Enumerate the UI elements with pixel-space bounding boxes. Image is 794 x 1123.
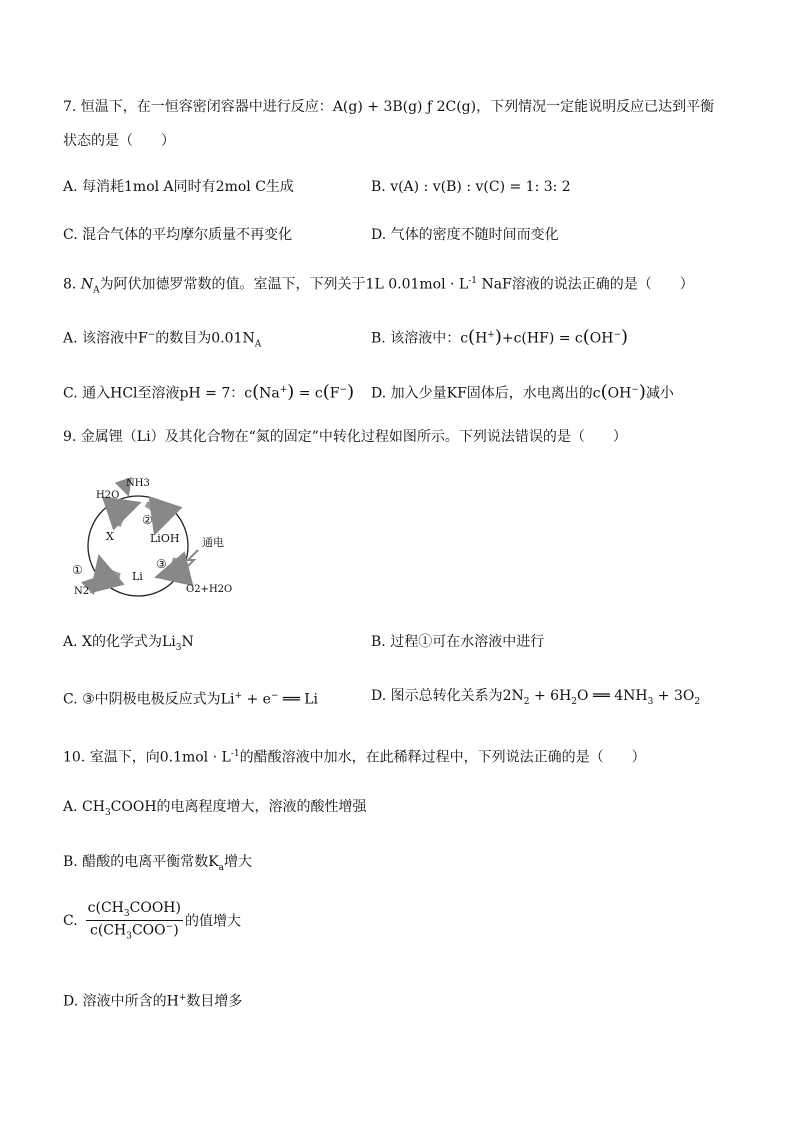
- q8-c-mid: = c: [294, 385, 323, 402]
- q7-stem-line2: 状态的是（ ）: [63, 133, 175, 149]
- arrow-o2-out: [182, 574, 188, 582]
- arrow-n2-in: [92, 578, 98, 584]
- q8-b-mid: +c(HF) = c: [501, 330, 583, 347]
- q8-a-sub: A: [254, 339, 262, 350]
- q9-a-pre: A. X的化学式为Li: [63, 634, 176, 650]
- q10-c-post: 的值增大: [184, 913, 241, 930]
- q7-option-d: D. 气体的密度不随时间而变化: [371, 227, 559, 243]
- q9-c-post: ══ Li: [278, 691, 319, 708]
- q9-stem: 9. 金属锂（Li）及其化合物在“氮的固定”中转化过程如图所示。下列说法错误的是（ ）: [63, 429, 627, 445]
- q10-b-post: 增大: [224, 854, 253, 870]
- q10-c-label: C.: [63, 912, 78, 929]
- q10-c-den-pre: c(CH: [90, 922, 127, 939]
- q9-d-pre: D. 图示总转化关系为2N: [371, 688, 524, 704]
- q8-na-sub: A: [93, 285, 100, 296]
- q9-d-m1: + 6H: [529, 688, 572, 704]
- q10-option-a: [63, 797, 367, 823]
- q8-stem-sup: -1: [468, 276, 477, 286]
- q10-c-num-post: COOH): [129, 900, 181, 916]
- arrow-li-to-x: [100, 560, 120, 576]
- q8-b-oh: OH: [589, 330, 614, 347]
- q9-d-s3: 3: [647, 696, 654, 707]
- q8-option-a: [63, 325, 261, 354]
- q10-c-num-pre: c(CH: [87, 900, 124, 916]
- label-h2o: H2O: [96, 490, 120, 501]
- q9-c-sup2: −: [270, 691, 279, 701]
- label-lioh: LiOH: [150, 532, 180, 545]
- q10-c-den-sub: 3: [126, 931, 132, 942]
- q9-d-s1: 2: [523, 696, 530, 707]
- q8-b-h: H: [475, 330, 488, 347]
- q8-c-fsup: −: [339, 385, 348, 395]
- q10-stem-sup: -1: [230, 749, 240, 759]
- q8-stem: [63, 271, 694, 300]
- label-step1: ①: [72, 563, 83, 577]
- q10-d-sup: +: [178, 993, 187, 1003]
- arrow-x-to-nh3: [118, 504, 136, 526]
- q9-option-b: B. 过程①可在水溶液中进行: [371, 634, 545, 650]
- q10-c-num-sub: 3: [123, 908, 130, 919]
- q8-d-oh: OH: [607, 385, 632, 402]
- nitrogen-fixation-cycle-diagram: [70, 474, 240, 602]
- q10-option-d: [63, 988, 242, 1012]
- q8-a-sup: −: [147, 330, 156, 340]
- q10-stem-pre: 10. 室温下，向0.1mol · L: [63, 749, 231, 766]
- q8-d-post: 减小: [645, 385, 674, 402]
- q8-na: N: [80, 276, 94, 293]
- q10-a-sub: 3: [104, 807, 111, 818]
- q10-c-den-sup: −: [165, 921, 174, 932]
- q8-b-pre: B. 该溶液中：c: [371, 330, 469, 347]
- q9-d-s4: 2: [694, 696, 701, 707]
- label-step2: ②: [142, 513, 153, 527]
- q8-b-hsup: +: [487, 330, 495, 340]
- label-o2-h2o: O2+H2O: [186, 584, 233, 595]
- q10-b-sub: a: [218, 862, 225, 873]
- q8-c-nasup: +: [279, 385, 288, 395]
- q10-c-denominator: [86, 921, 183, 941]
- q8-c-na: Na: [259, 385, 280, 402]
- q9-option-d: [371, 686, 700, 712]
- q8-stem-end: NaF溶液的说法正确的是（ ）: [477, 276, 694, 293]
- label-tongdian: 通电: [202, 536, 224, 549]
- q7-stem-text: 7. 恒温下，在一恒容密闭容器中进行反应：: [63, 99, 333, 115]
- q7-stem-tail: ，下列情况一定能说明反应已达到平衡: [476, 99, 715, 115]
- q8-option-b: B. 该溶液中：c(H+)+c(HF) = c(OH−): [371, 326, 629, 348]
- q8-number: 8.: [63, 276, 77, 293]
- q9-option-a: [63, 632, 194, 658]
- label-x: X: [106, 530, 114, 543]
- q9-d-m3: + 3O: [653, 688, 695, 704]
- q8-option-c: C. 通入HCl至溶液pH = 7：c(Na+) = c(F−): [63, 381, 355, 403]
- q9-c-mid: + e: [242, 691, 271, 708]
- q10-c-den-post: ): [173, 922, 179, 939]
- q8-c-pre: C. 通入HCl至溶液pH = 7：c: [63, 385, 253, 402]
- q10-c-den-mid: COO: [131, 922, 166, 939]
- q10-stem-post: 的醋酸溶液中加水，在此稀释过程中，下列说法正确的是（ ）: [239, 749, 646, 766]
- q8-a-mid: 的数目为0.01N: [155, 330, 255, 347]
- q8-d-pre: D. 加入少量KF固体后，水电离出的c: [371, 385, 601, 402]
- q8-option-d: D. 加入少量KF固体后，水电离出的c(OH−)减小: [371, 381, 674, 403]
- q10-d-pre: D. 溶液中所含的H: [63, 993, 179, 1010]
- q9-a-sub: 3: [175, 642, 182, 653]
- q7-option-a: A. 每消耗1mol A同时有2mol C生成: [63, 179, 294, 195]
- q10-option-b: [63, 852, 252, 878]
- q10-b-pre: B. 醋酸的电离平衡常数K: [63, 854, 219, 870]
- q9-c-sup1: +: [234, 691, 242, 701]
- q10-a-post: COOH的电离程度增大，溶液的酸性增强: [110, 799, 367, 815]
- q9-d-m2: O ══ 4NH: [577, 688, 648, 704]
- label-li: Li: [132, 570, 143, 583]
- q8-b-ohsup: −: [613, 330, 622, 340]
- q10-c-fraction: [86, 900, 183, 941]
- q7-option-c: C. 混合气体的平均摩尔质量不再变化: [63, 227, 293, 243]
- q10-option-c: [63, 900, 241, 941]
- q10-c-numerator: [86, 900, 183, 921]
- q9-a-post: N: [181, 634, 194, 650]
- label-n2: N2: [74, 586, 90, 597]
- q8-a-pre: A. 该溶液中F: [63, 330, 148, 347]
- label-nh3: NH3: [126, 478, 150, 489]
- q10-a-pre: A. CH: [63, 799, 105, 815]
- q9-c-pre: C. ③中阴极电极反应式为Li: [63, 691, 235, 708]
- q7-reaction: A(g) + 3B(g) ƒ 2C(g): [332, 99, 477, 115]
- q10-d-post: 数目增多: [186, 993, 243, 1010]
- q7-option-b: B. v(A) : v(B) : v(C) = 1: 3: 2: [371, 179, 571, 195]
- q8-c-f: F: [329, 385, 340, 402]
- q10-stem: [63, 744, 646, 768]
- q9-option-c: [63, 686, 318, 710]
- q9-d-s2: 2: [571, 696, 578, 707]
- q7-stem: [63, 97, 714, 117]
- q8-stem-text: 为阿伏加德罗常数的值。室温下，下列关于1L 0.01mol · L: [99, 276, 469, 293]
- q8-d-ohsup: −: [631, 385, 639, 395]
- label-step3: ③: [156, 557, 167, 571]
